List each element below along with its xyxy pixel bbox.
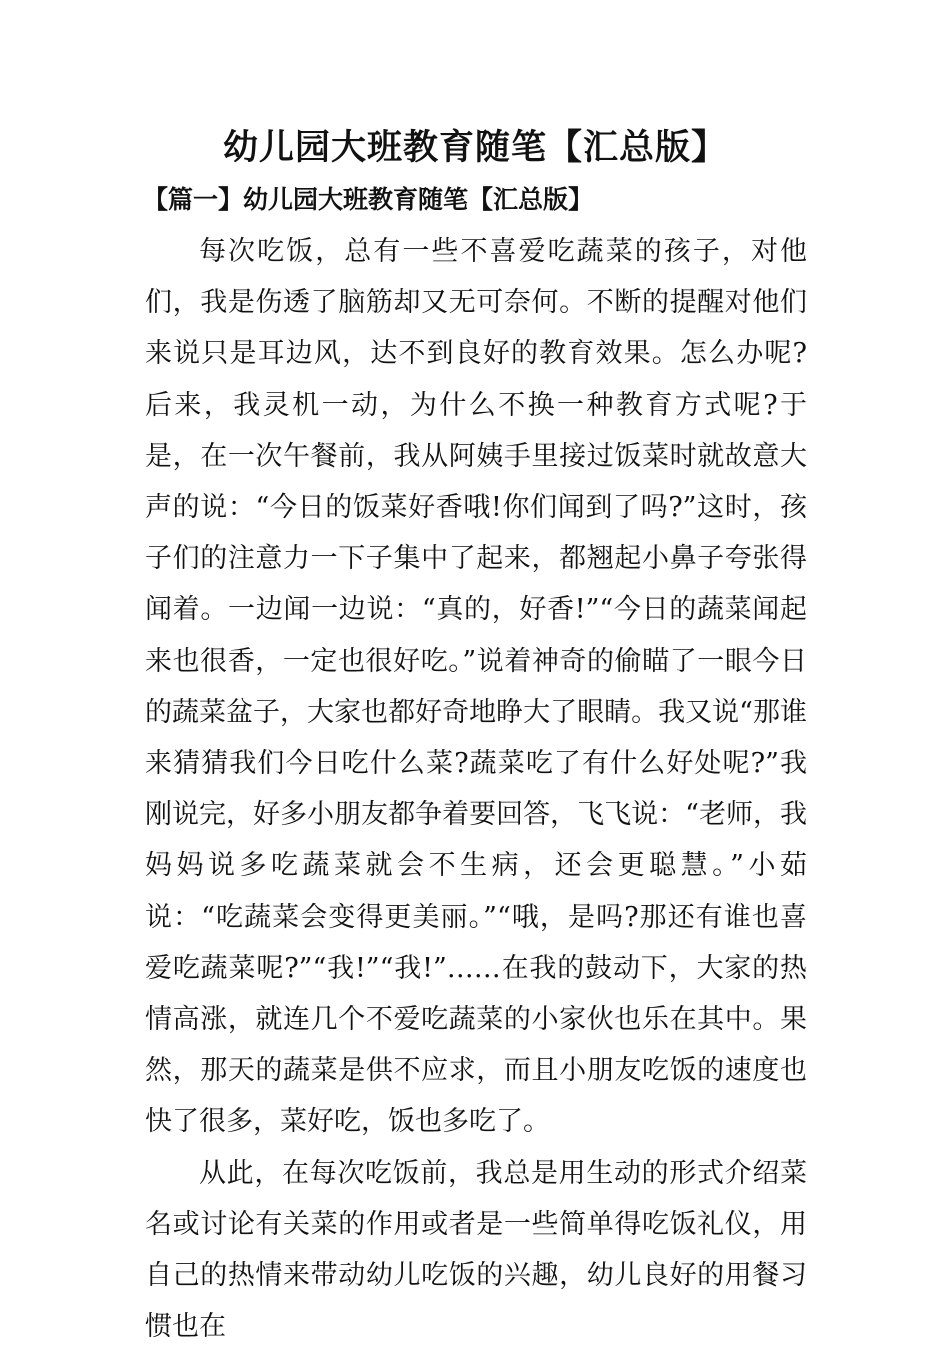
section-heading: 【篇一】幼儿园大班教育随笔【汇总版】 <box>143 185 594 214</box>
paragraph-2: 从此，在每次吃饭前，我总是用生动的形式介绍菜名或讨论有关菜的作用或者是一些简单得吃饭礼仪，用自己的热情来带动幼儿吃饭的兴趣，幼儿良好的用餐习惯也在 <box>145 1157 807 1343</box>
paragraph-1: 每次吃饭，总有一些不喜爱吃蔬菜的孩子，对他们，我是伤透了脑筋却又无可奈何。不断的提醒对他们来说只是耳边风，达不到良好的教育效果。怎么办呢?后来，我灵机一动，为什么不换一种教育方式呢?于是，在一次午餐前，我从阿姨手里接过饭菜时就故意大声的说：“今日的饭菜好香哦!你们闻到了吗?”这时，孩子们的注意力一下子集中了起来，都翘起小鼻子夸张得闻着。一边闻一边说：“真的，好香!”“今日的蔬菜闻起来也很香，一定也很好吃。”说着神奇的偷瞄了一眼今日的蔬菜盆子，大家也都好奇地睁大了眼睛。我又说“那谁来猜猜我们今日吃什么菜?蔬菜吃了有什么好处呢?”我刚说完，好多小朋友都争着要回答，飞飞说：“老师，我妈妈说多吃蔬菜就会不生病，还会更聪慧。”小茹说：“吃蔬菜会变得更美丽。”“哦，是吗?那还有谁也喜爱吃蔬菜呢?”“我!”“我!”……在我的鼓动下，大家的热情高涨，就连几个不爱吃蔬菜的小家伙也乐在其中。果然，那天的蔬菜是供不应求，而且小朋友吃饭的速度也快了很多，菜好吃，饭也多吃了。 <box>145 236 807 1138</box>
body-text <box>145 226 807 1352</box>
document-title: 幼儿园大班教育随笔【汇总版】 <box>222 127 727 168</box>
